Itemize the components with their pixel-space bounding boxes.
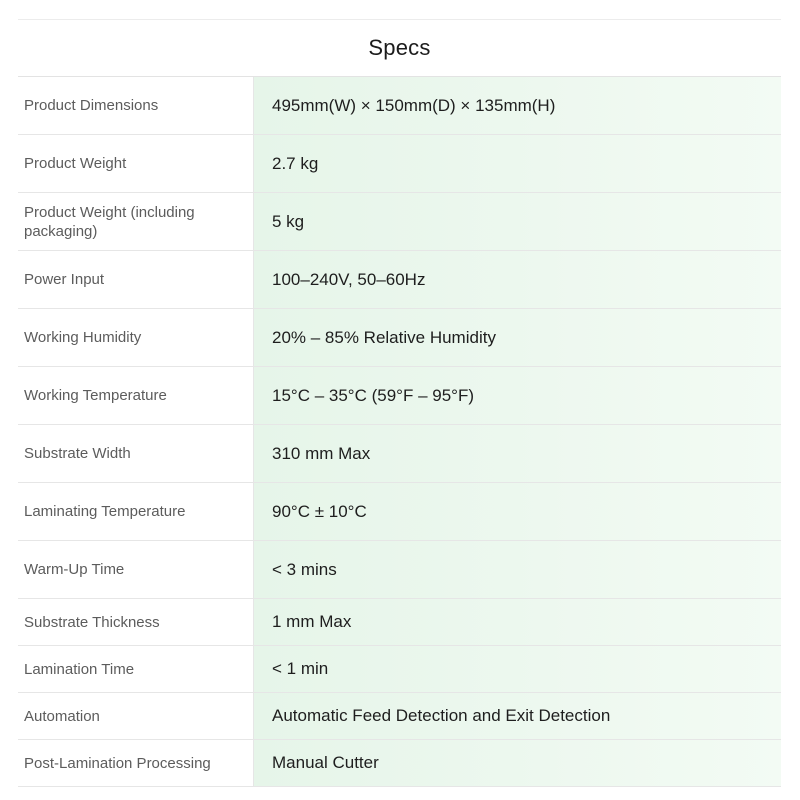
spec-label: Warm-Up Time	[18, 541, 253, 598]
spec-row-warm-up-time	[18, 541, 781, 599]
spec-label: Working Temperature	[18, 367, 253, 424]
spec-row-product-weight	[18, 135, 781, 193]
spec-row-product-weight-packaged	[18, 193, 781, 251]
spec-value: Automatic Feed Detection and Exit Detection	[253, 693, 781, 739]
spec-label: Product Weight	[18, 135, 253, 192]
spec-value: < 3 mins	[253, 541, 781, 598]
specs-card	[18, 19, 781, 781]
spec-label: Substrate Thickness	[18, 599, 253, 645]
spec-label: Power Input	[18, 251, 253, 308]
specs-title: Specs	[18, 20, 781, 77]
spec-label: Product Weight (including packaging)	[18, 193, 253, 250]
spec-value: 20% – 85% Relative Humidity	[253, 309, 781, 366]
spec-label: Working Humidity	[18, 309, 253, 366]
spec-value: < 1 min	[253, 646, 781, 692]
spec-row-substrate-width	[18, 425, 781, 483]
spec-label: Laminating Temperature	[18, 483, 253, 540]
spec-row-automation	[18, 693, 781, 740]
spec-value: 2.7 kg	[253, 135, 781, 192]
spec-row-power-input	[18, 251, 781, 309]
spec-value: 90°C ± 10°C	[253, 483, 781, 540]
spec-label: Lamination Time	[18, 646, 253, 692]
spec-label: Post-Lamination Processing	[18, 740, 253, 786]
spec-value: 15°C – 35°C (59°F – 95°F)	[253, 367, 781, 424]
spec-value: 495mm(W) × 150mm(D) × 135mm(H)	[253, 77, 781, 134]
spec-row-product-dimensions	[18, 77, 781, 135]
spec-label: Automation	[18, 693, 253, 739]
spec-row-working-temperature	[18, 367, 781, 425]
spec-label: Product Dimensions	[18, 77, 253, 134]
spec-row-working-humidity	[18, 309, 781, 367]
spec-value: 1 mm Max	[253, 599, 781, 645]
spec-value: 5 kg	[253, 193, 781, 250]
spec-row-substrate-thickness	[18, 599, 781, 646]
spec-value: 100–240V, 50–60Hz	[253, 251, 781, 308]
spec-row-lamination-time	[18, 646, 781, 693]
spec-value: Manual Cutter	[253, 740, 781, 786]
spec-value: 310 mm Max	[253, 425, 781, 482]
spec-label: Substrate Width	[18, 425, 253, 482]
spec-row-laminating-temperature	[18, 483, 781, 541]
specs-table	[18, 77, 781, 787]
spec-row-post-lamination-processing	[18, 740, 781, 787]
